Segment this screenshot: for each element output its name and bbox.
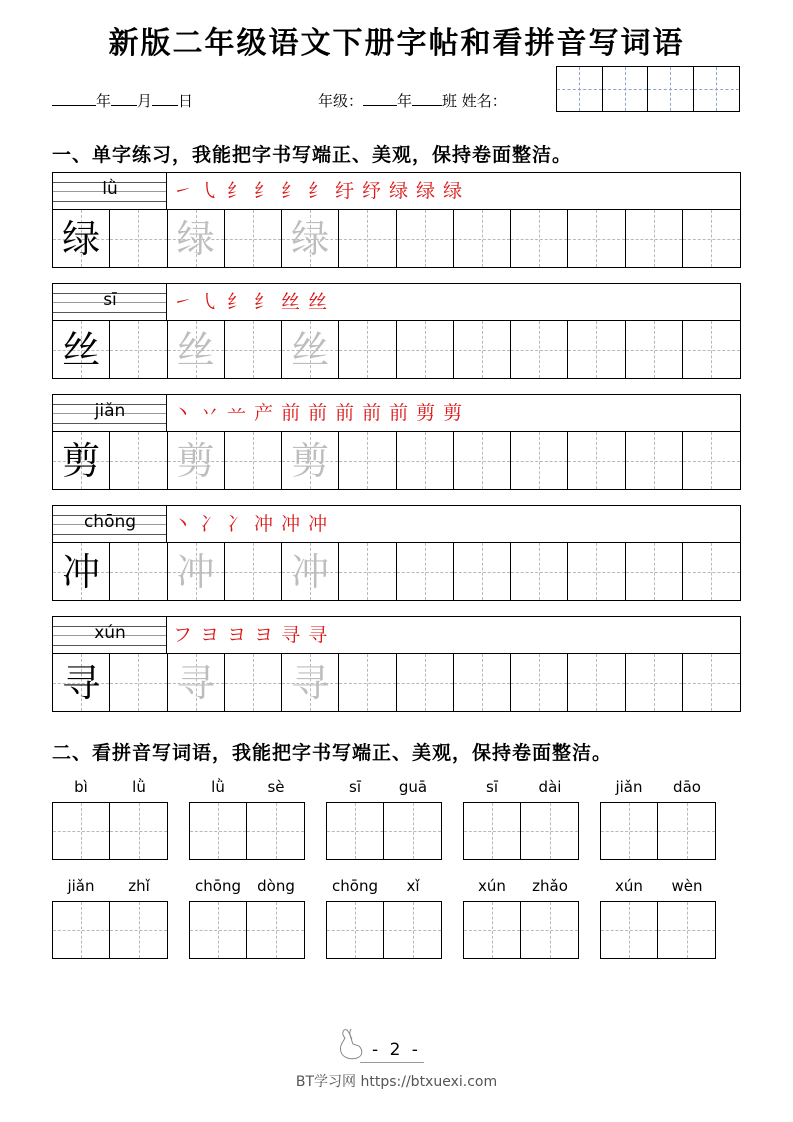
stroke-step: 寻 (281, 624, 309, 646)
word-pinyin: chōng (195, 877, 241, 895)
writing-cell[interactable] (683, 654, 740, 711)
word-writing-cell[interactable] (247, 803, 304, 859)
writing-cell (53, 543, 110, 600)
stroke-step: 绿 (443, 180, 471, 202)
writing-cell[interactable] (110, 543, 167, 600)
page-number: - 2 - (372, 1040, 421, 1060)
writing-cell (53, 210, 110, 267)
month-blank[interactable] (111, 91, 137, 106)
grade-year-label: 年 (397, 92, 413, 110)
trace-char: 丝 (291, 327, 330, 372)
writing-cell[interactable] (225, 321, 282, 378)
stroke-order (167, 506, 740, 543)
writing-cell (168, 654, 225, 711)
grade-class-line (318, 90, 507, 111)
word-writing-cell[interactable] (464, 902, 521, 958)
writing-cell[interactable] (454, 210, 511, 267)
word-item (189, 778, 305, 860)
writing-cell[interactable] (568, 543, 625, 600)
word-pinyin: xǐ (406, 877, 420, 895)
stroke-step: 绿 (389, 180, 417, 202)
writing-cell[interactable] (225, 543, 282, 600)
writing-cell[interactable] (397, 543, 454, 600)
word-item (463, 877, 579, 959)
writing-cell[interactable] (225, 210, 282, 267)
word-item (189, 877, 305, 959)
writing-cell[interactable] (568, 210, 625, 267)
year-blank[interactable] (52, 91, 96, 106)
writing-cell[interactable] (626, 432, 683, 489)
word-writing-cell[interactable] (464, 803, 521, 859)
trace-char: 剪 (291, 438, 330, 483)
stroke-order (167, 284, 740, 321)
writing-cell[interactable] (454, 321, 511, 378)
stroke-order (167, 617, 740, 654)
word-pinyin: zhǐ (128, 877, 150, 895)
word-writing-cell[interactable] (110, 803, 167, 859)
stroke-step: 剪 (416, 402, 444, 424)
writing-cell[interactable] (683, 210, 740, 267)
word-pinyin: dài (538, 778, 562, 796)
char-practice-block (52, 505, 741, 601)
word-writing-cell[interactable] (110, 902, 167, 958)
word-item (52, 778, 168, 860)
trace-char: 丝 (176, 327, 215, 372)
word-writing-cell[interactable] (601, 803, 658, 859)
stroke-step: ヨ (200, 624, 228, 646)
word-writing-cell[interactable] (247, 902, 304, 958)
stroke-step: 丶 (173, 402, 201, 424)
writing-cell (168, 321, 225, 378)
char-practice-block (52, 172, 741, 268)
writing-cell[interactable] (511, 543, 568, 600)
writing-cell[interactable] (511, 210, 568, 267)
day-label: 日 (178, 92, 194, 110)
writing-cell[interactable] (339, 210, 396, 267)
char-pinyin: lǜ (102, 179, 118, 199)
writing-cell[interactable] (110, 432, 167, 489)
writing-cell (168, 210, 225, 267)
writing-cell[interactable] (339, 654, 396, 711)
stroke-step: 冲 (281, 513, 309, 535)
stroke-step: ヨ (254, 624, 282, 646)
day-blank[interactable] (152, 91, 178, 106)
trace-char: 寻 (176, 660, 215, 705)
writing-cell[interactable] (626, 543, 683, 600)
word-writing-cell[interactable] (384, 902, 441, 958)
writing-cell[interactable] (683, 321, 740, 378)
writing-cell[interactable] (397, 654, 454, 711)
word-pinyin: jiǎn (67, 877, 95, 895)
trace-char: 绿 (176, 216, 215, 261)
writing-cell[interactable] (568, 432, 625, 489)
writing-cell[interactable] (225, 432, 282, 489)
word-pinyin: xún (478, 877, 506, 895)
writing-cell (282, 432, 339, 489)
writing-cell (53, 432, 110, 489)
month-label: 月 (137, 92, 153, 110)
word-writing-cell[interactable] (384, 803, 441, 859)
word-item (52, 877, 168, 959)
writing-cell[interactable] (397, 321, 454, 378)
stroke-step: 丶 (173, 513, 201, 535)
writing-cell (282, 543, 339, 600)
writing-cell[interactable] (626, 654, 683, 711)
year-label: 年 (96, 92, 112, 110)
class-name-label: 班 姓名： (442, 92, 507, 110)
stroke-step: 䒑 (227, 402, 255, 424)
model-char: 丝 (62, 327, 101, 372)
writing-cell[interactable] (683, 543, 740, 600)
writing-cell[interactable] (511, 432, 568, 489)
writing-cell[interactable] (511, 321, 568, 378)
stroke-step: 纟 (227, 180, 255, 202)
writing-cell (282, 654, 339, 711)
writing-cell[interactable] (110, 321, 167, 378)
stroke-step: 纟丝 (254, 291, 309, 313)
writing-cell[interactable] (568, 321, 625, 378)
stroke-step: ㇀ (173, 291, 201, 313)
word-writing-cell[interactable] (521, 902, 578, 958)
pinyin-cell (53, 506, 167, 543)
word-writing-cell[interactable] (327, 902, 384, 958)
stroke-step: 前 (389, 402, 417, 424)
writing-cell (282, 321, 339, 378)
char-pinyin: jiǎn (94, 401, 126, 421)
writing-cell[interactable] (683, 432, 740, 489)
pinyin-cell (53, 173, 167, 210)
word-pinyin: lǜ (132, 778, 146, 796)
writing-cell[interactable] (454, 654, 511, 711)
word-writing-cell[interactable] (658, 803, 715, 859)
section1-title: 一、单字练习，我能把字书写端正、美观，保持卷面整洁。 (52, 144, 573, 166)
writing-cell[interactable] (511, 654, 568, 711)
stroke-step: 纟 (227, 291, 255, 313)
stroke-step: 冫 (200, 513, 228, 535)
word-writing-cell[interactable] (190, 902, 247, 958)
word-pinyin: xún (615, 877, 643, 895)
writing-cell[interactable] (397, 210, 454, 267)
stroke-step: ㇂ (200, 291, 228, 313)
writing-cell[interactable] (339, 321, 396, 378)
word-pinyin: bì (74, 778, 88, 796)
trace-char: 寻 (291, 660, 330, 705)
stroke-step: ヨ (227, 624, 255, 646)
model-char: 冲 (62, 549, 101, 594)
writing-cell (168, 543, 225, 600)
word-item (600, 877, 716, 959)
name-writing-box[interactable] (556, 66, 740, 112)
writing-cell (168, 432, 225, 489)
model-char: 绿 (62, 216, 101, 261)
pinyin-cell (53, 617, 167, 654)
stroke-step: フ (173, 624, 201, 646)
page-title: 新版二年级语文下册字帖和看拼音写词语 (108, 26, 685, 61)
word-pinyin: lǜ (211, 778, 225, 796)
word-pinyin: guā (398, 778, 428, 796)
stroke-step: 纟 (254, 180, 282, 202)
stroke-step: ㇀ (173, 180, 201, 202)
stroke-step: 绿 (416, 180, 444, 202)
writing-cell (53, 321, 110, 378)
word-writing-cell[interactable] (601, 902, 658, 958)
stroke-step: 前 (335, 402, 363, 424)
word-pinyin: zhǎo (532, 877, 568, 895)
word-writing-cell[interactable] (658, 902, 715, 958)
writing-cell[interactable] (110, 210, 167, 267)
word-writing-cell[interactable] (190, 803, 247, 859)
class-blank[interactable] (412, 91, 442, 106)
footer-divider (360, 1062, 424, 1063)
stroke-step: 前 (362, 402, 390, 424)
trace-char: 冲 (291, 549, 330, 594)
date-line (52, 90, 193, 111)
stroke-step: 纟 (308, 180, 336, 202)
writing-cell[interactable] (454, 543, 511, 600)
stroke-step: 产 (254, 402, 282, 424)
writing-cell (282, 210, 339, 267)
stroke-step: 纾 (362, 180, 390, 202)
writing-cell[interactable] (568, 654, 625, 711)
writing-cell[interactable] (110, 654, 167, 711)
stroke-step: 冲 (308, 513, 336, 535)
trace-char: 绿 (291, 216, 330, 261)
footer-site: BT学习网 https://btxuexi.com (295, 1074, 498, 1090)
stroke-step: 剪 (443, 402, 471, 424)
stroke-step: 寻 (308, 624, 336, 646)
stroke-step: ㇂ (200, 180, 228, 202)
word-pinyin: wèn (671, 877, 703, 895)
writing-cell (53, 654, 110, 711)
stroke-step: 前 (281, 402, 309, 424)
word-item (600, 778, 716, 860)
pinyin-cell (53, 395, 167, 432)
char-pinyin: sī (103, 290, 117, 310)
writing-cell[interactable] (454, 432, 511, 489)
writing-cell[interactable] (626, 210, 683, 267)
writing-cell[interactable] (397, 432, 454, 489)
grade-label: 年级： (318, 92, 364, 110)
word-pinyin: jiǎn (615, 778, 643, 796)
section2-title: 二、看拼音写词语，我能把字书写端正、美观，保持卷面整洁。 (52, 742, 613, 764)
char-practice-block (52, 394, 741, 490)
trace-char: 剪 (176, 438, 215, 483)
word-pinyin: sī (486, 778, 498, 796)
writing-cell[interactable] (339, 543, 396, 600)
word-writing-cell[interactable] (521, 803, 578, 859)
word-writing-cell[interactable] (327, 803, 384, 859)
stroke-step: 前 (308, 402, 336, 424)
stroke-step: 纟 (281, 180, 309, 202)
model-char: 剪 (62, 438, 101, 483)
word-pinyin: dāo (673, 778, 701, 796)
stroke-step: 冫 (227, 513, 255, 535)
stroke-step: 纡 (335, 180, 363, 202)
writing-cell[interactable] (339, 432, 396, 489)
word-pinyin: sī (349, 778, 361, 796)
char-pinyin: xún (94, 623, 126, 643)
pinyin-cell (53, 284, 167, 321)
writing-cell[interactable] (626, 321, 683, 378)
word-pinyin: chōng (332, 877, 378, 895)
stroke-step: 冲 (254, 513, 282, 535)
stroke-step: 丷 (200, 402, 228, 424)
word-pinyin: sè (267, 778, 285, 796)
trace-char: 冲 (176, 549, 215, 594)
word-writing-cell[interactable] (53, 803, 110, 859)
char-pinyin: chōng (83, 512, 137, 532)
writing-cell[interactable] (225, 654, 282, 711)
stroke-order (167, 173, 740, 210)
word-item (463, 778, 579, 860)
word-item (326, 778, 442, 860)
stroke-step: 丝 (308, 291, 336, 313)
stroke-order (167, 395, 740, 432)
model-char: 寻 (62, 660, 101, 705)
grade-blank[interactable] (363, 91, 397, 106)
word-pinyin: dòng (257, 877, 295, 895)
word-item (326, 877, 442, 959)
word-writing-cell[interactable] (53, 902, 110, 958)
char-practice-block (52, 283, 741, 379)
char-practice-block (52, 616, 741, 712)
